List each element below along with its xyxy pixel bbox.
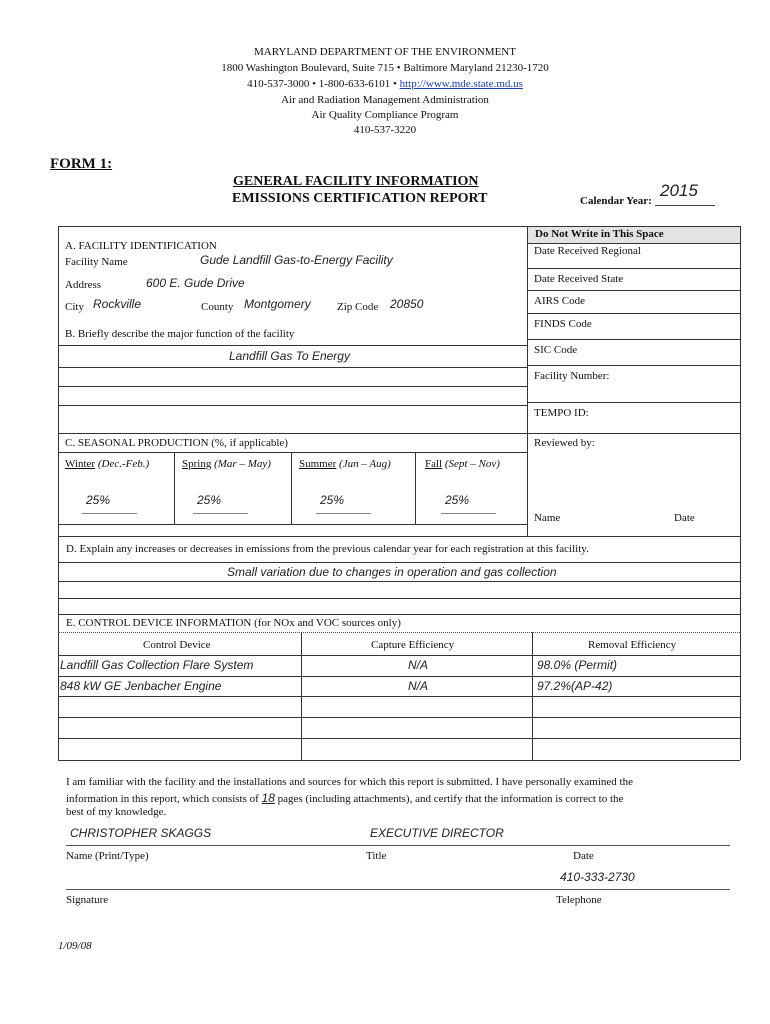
signature-phone-line	[66, 889, 730, 890]
winter-column	[65, 458, 149, 470]
summer-value[interactable]: 25%	[320, 493, 345, 507]
section-d-heading: D. Explain any increases or decreases in emissions from the previous calendar year for each registration at this facility.	[66, 543, 589, 555]
spring-column	[182, 458, 271, 470]
date-received-regional-label: Date Received Regional	[534, 245, 641, 257]
office-column-divider	[527, 226, 528, 536]
address-label: Address	[65, 279, 102, 291]
fall-value[interactable]: 25%	[445, 493, 470, 507]
calendar-year-underline	[655, 205, 715, 206]
office-row-divider	[527, 268, 740, 269]
table-row-line	[58, 655, 740, 656]
summer-blank: __________	[316, 503, 371, 515]
county-value[interactable]: Montgomery	[244, 297, 311, 311]
date-received-state-label: Date Received State	[534, 273, 624, 285]
office-row-divider	[527, 433, 740, 434]
administration-name: Air and Radiation Management Administration	[281, 94, 489, 106]
city-label: City	[65, 301, 84, 313]
program-name: Air Quality Compliance Program	[311, 109, 459, 121]
emissions-explanation-value[interactable]: Small variation due to changes in operation and gas collection	[227, 565, 557, 579]
section-a-heading: A. FACILITY IDENTIFICATION	[65, 240, 217, 252]
device-row-1-name[interactable]: Landfill Gas Collection Flare System	[60, 658, 254, 672]
summer-label: Summer	[299, 458, 337, 470]
section-c-bottom-line	[58, 524, 527, 525]
winter-label: Winter	[65, 458, 96, 470]
reviewer-date-label: Date	[674, 512, 695, 524]
section-c-heading: C. SEASONAL PRODUCTION (%, if applicable)	[65, 437, 288, 449]
fall-blank: __________	[441, 503, 496, 515]
signer-title-value[interactable]: EXECUTIVE DIRECTOR	[370, 826, 504, 840]
certification-text-2b: pages (including attachments), and certify that the information is correct to the	[274, 793, 624, 805]
device-row-2-capture[interactable]: N/A	[408, 679, 429, 693]
section-d-row-line	[58, 562, 740, 563]
facility-name-value[interactable]: Gude Landfill Gas-to-Energy Facility	[200, 253, 393, 267]
col-control-device: Control Device	[143, 639, 211, 651]
name-title-date-line	[66, 845, 730, 846]
section-d-row-line	[58, 598, 740, 599]
telephone-label: Telephone	[556, 894, 602, 906]
facility-name-label: Facility Name	[65, 256, 128, 268]
form-label: FORM 1:	[50, 156, 113, 172]
winter-range: (Dec.-Feb.)	[97, 458, 150, 470]
section-d-row-line	[58, 614, 740, 615]
section-b-heading: B. Briefly describe the major function of the facility	[65, 328, 295, 340]
agency-address: 1800 Washington Boulevard, Suite 715 • Baltimore Maryland 21230-1720	[221, 62, 549, 74]
zip-code-label: Zip Code	[337, 301, 379, 313]
agency-phones	[0, 77, 770, 92]
spring-label: Spring	[182, 458, 212, 470]
sic-code-label: SIC Code	[534, 344, 578, 356]
section-b-row-line	[58, 433, 527, 434]
fall-column	[425, 458, 500, 470]
col-removal-efficiency: Removal Efficiency	[588, 639, 677, 651]
section-e-heading: E. CONTROL DEVICE INFORMATION (for NOx and VOC sources only)	[66, 617, 401, 629]
office-row-divider	[527, 313, 740, 314]
city-value[interactable]: Rockville	[93, 297, 142, 311]
certification-text-2a: information in this report, which consists of	[66, 793, 262, 805]
device-row-1-capture[interactable]: N/A	[408, 658, 429, 672]
calendar-year-value[interactable]: 2015	[660, 181, 698, 200]
lower-left-border	[58, 536, 59, 760]
table-left-border	[58, 226, 59, 536]
report-title-1: GENERAL FACILITY INFORMATION	[233, 174, 479, 189]
table-row-line	[58, 738, 740, 739]
summer-column	[299, 458, 391, 470]
summer-range: (Jun – Aug)	[339, 458, 391, 470]
table-row-line	[58, 696, 740, 697]
winter-blank: __________	[82, 503, 137, 515]
agency-name: MARYLAND DEPARTMENT OF THE ENVIRONMENT	[254, 46, 516, 58]
table-row-line	[58, 717, 740, 718]
spring-range: (Mar – May)	[214, 458, 271, 470]
winter-value[interactable]: 25%	[86, 493, 111, 507]
office-row-divider	[527, 290, 740, 291]
season-divider	[174, 452, 175, 524]
agency-website-link[interactable]: http://www.mde.state.md.us	[399, 78, 523, 90]
fall-range: (Sept – Nov)	[444, 458, 500, 470]
office-row-divider	[527, 365, 740, 366]
date-label: Date	[573, 850, 594, 862]
fall-label: Fall	[425, 458, 443, 470]
season-divider	[291, 452, 292, 524]
certification-text-1: I am familiar with the facility and the installations and sources for which this report is submitted. I have personally examined the	[66, 776, 633, 788]
office-row-divider	[527, 402, 740, 403]
signature-label: Signature	[66, 894, 109, 906]
title-label: Title	[366, 850, 387, 862]
section-c-header-line	[58, 452, 527, 453]
certification-text-3: best of my knowledge.	[66, 806, 167, 818]
facility-function-value[interactable]: Landfill Gas To Energy	[229, 349, 350, 363]
table-right-border	[740, 226, 741, 536]
airs-code-label: AIRS Code	[534, 295, 586, 307]
signer-name-value[interactable]: CHRISTOPHER SKAGGS	[70, 826, 212, 840]
section-b-row-line	[58, 386, 527, 387]
facility-number-label: Facility Number:	[534, 370, 610, 382]
report-title-2: EMISSIONS CERTIFICATION REPORT	[232, 191, 488, 206]
table-row-line	[58, 676, 740, 677]
name-print-type-label: Name (Print/Type)	[66, 850, 149, 862]
section-b-row-line	[58, 367, 527, 368]
reviewer-name-label: Name	[534, 512, 561, 524]
section-e-dotted-line	[58, 632, 740, 633]
calendar-year-label: Calendar Year:	[580, 195, 652, 207]
table-bottom-border	[58, 760, 740, 761]
zip-code-value[interactable]: 20850	[390, 297, 424, 311]
county-label: County	[201, 301, 234, 313]
form-revision-date: 1/09/08	[58, 940, 92, 952]
program-phone: 410-537-3220	[353, 124, 417, 136]
finds-code-label: FINDS Code	[534, 318, 592, 330]
office-use-heading: Do Not Write in This Space	[535, 228, 664, 240]
device-row-2-name[interactable]: 848 kW GE Jenbacher Engine	[60, 679, 222, 693]
address-value[interactable]: 600 E. Gude Drive	[146, 276, 245, 290]
device-row-1-removal[interactable]: 98.0% (Permit)	[537, 658, 618, 672]
section-b-row-line	[58, 405, 527, 406]
office-row-divider	[527, 339, 740, 340]
section-b-divider	[58, 345, 527, 346]
lower-right-border	[740, 536, 741, 760]
pages-count-value[interactable]: 18	[261, 791, 275, 805]
section-d-row-line	[58, 581, 740, 582]
spring-blank: __________	[193, 503, 248, 515]
agency-phone-numbers: 410-537-3000 • 1-800-633-6101 •	[247, 78, 400, 90]
spring-value[interactable]: 25%	[197, 493, 222, 507]
section-d-top-border	[58, 536, 740, 537]
col-capture-efficiency: Capture Efficiency	[371, 639, 455, 651]
device-row-2-removal[interactable]: 97.2%(AP-42)	[537, 679, 613, 693]
telephone-value[interactable]: 410-333-2730	[560, 870, 635, 884]
certification-text-2	[66, 791, 623, 805]
season-divider	[415, 452, 416, 524]
tempo-id-label: TEMPO ID:	[534, 407, 589, 419]
reviewed-by-label: Reviewed by:	[534, 437, 595, 449]
